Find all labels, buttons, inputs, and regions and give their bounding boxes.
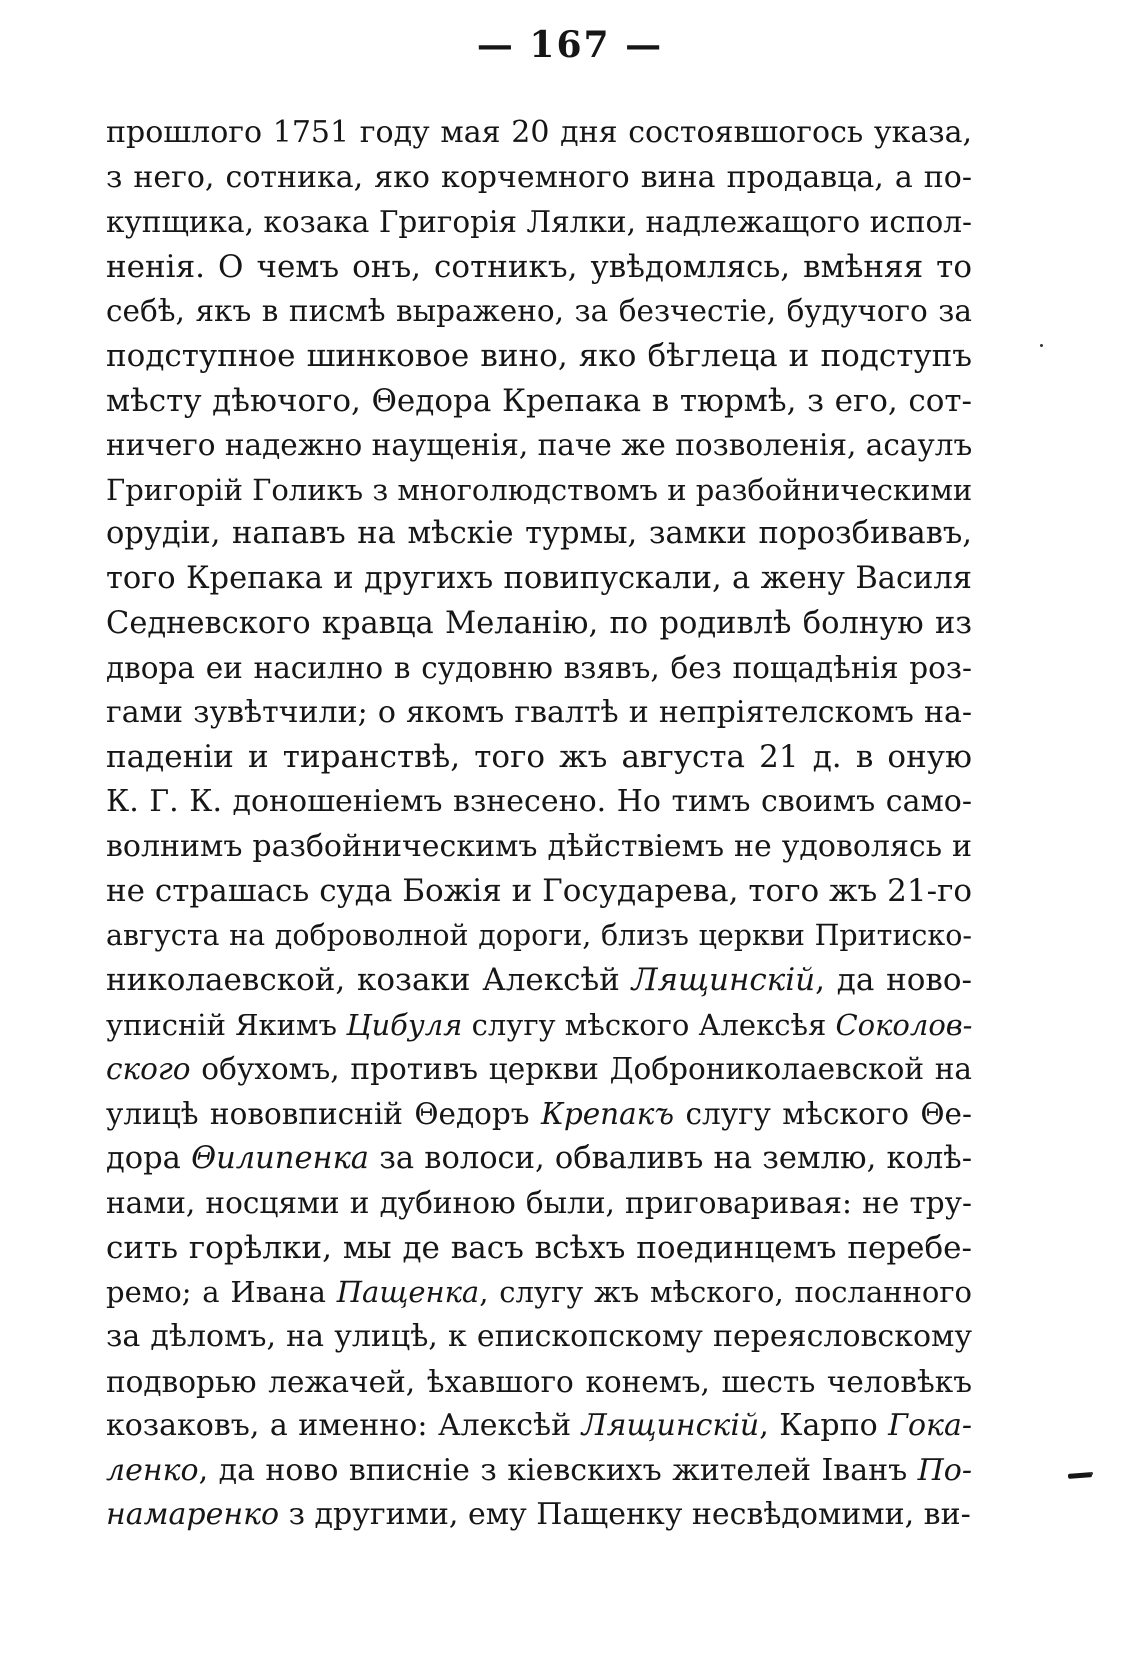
text-line bbox=[106, 1404, 972, 1449]
text-line bbox=[106, 1047, 972, 1092]
text-line bbox=[106, 423, 972, 468]
text-line bbox=[106, 156, 972, 201]
text-segment: подворью лежачей, ѣхавшого конемъ, шесть человѣкъ bbox=[106, 1364, 972, 1399]
text-segment: улицѣ нововписній Θедоръ bbox=[106, 1097, 541, 1132]
italic-name: По- bbox=[917, 1452, 972, 1488]
text-segment: нами, носцями и дубиною были, приговаривая: не тру- bbox=[106, 1186, 972, 1221]
text-segment: себѣ, якъ в писмѣ выражено, за безчестіе, будучого за bbox=[106, 294, 972, 329]
text-segment: за дѣломъ, на улицѣ, к епископскому переясловскому bbox=[106, 1319, 972, 1355]
text-segment: , слугу жъ мѣского, посланного bbox=[479, 1275, 972, 1310]
italic-name: ленко bbox=[106, 1452, 199, 1488]
body-text bbox=[106, 111, 972, 1538]
text-line bbox=[106, 1003, 972, 1048]
text-segment: за волоси, обваливъ на землю, колѣ- bbox=[369, 1140, 972, 1176]
italic-name: ского bbox=[106, 1052, 191, 1087]
text-line bbox=[106, 958, 972, 1003]
text-segment: ремо; а Ивана bbox=[106, 1275, 337, 1310]
text-line bbox=[106, 1092, 972, 1137]
text-segment: з другими, ему Пащенку несвѣдомими, ви- bbox=[279, 1497, 971, 1533]
text-segment: Седневского кравца Меланію, по родивлѣ болную из bbox=[106, 605, 972, 641]
text-line bbox=[106, 512, 972, 557]
text-segment: подступное шинковое вино, яко бѣглеца и подступъ bbox=[106, 337, 972, 374]
text-segment: , Карпо bbox=[759, 1408, 889, 1444]
italic-name: Гока- bbox=[888, 1408, 972, 1444]
text-line bbox=[106, 869, 972, 914]
text-segment: гами зувѣтчили; о якомъ гвалтѣ и непріятелскомъ на- bbox=[106, 694, 972, 730]
paper-speck bbox=[1090, 1472, 1093, 1475]
text-segment: уписній Якимъ bbox=[106, 1007, 347, 1042]
text-segment: з него, сотника, яко корчемного вина продавца, а по- bbox=[106, 159, 972, 195]
text-segment: паденіи и тиранствѣ, того жъ августа 21 д. в оную bbox=[106, 739, 972, 776]
text-segment: ничего надежно наущенія, паче же позволенія, асаулъ bbox=[106, 428, 972, 463]
text-segment: орудіи, напавъ на мѣскіе турмы, замки порозбивавъ, bbox=[106, 516, 972, 552]
italic-name: Крепакъ bbox=[540, 1097, 675, 1132]
text-segment: сить горѣлки, мы де васъ всѣхъ поединцемъ перебе- bbox=[106, 1229, 972, 1266]
text-line bbox=[106, 735, 972, 780]
text-line bbox=[106, 691, 972, 736]
text-segment: двора еи насилно в судовню взявъ, без пощадѣнія роз- bbox=[106, 651, 972, 686]
text-line bbox=[106, 289, 972, 334]
text-line bbox=[106, 825, 972, 870]
italic-name: Лящинскій bbox=[581, 1408, 760, 1444]
text-segment: мѣсту дѣючого, Θедора Крепака в тюрмѣ, з его, сот- bbox=[106, 382, 972, 419]
text-segment: дора bbox=[106, 1140, 192, 1176]
text-segment: августа на доброволной дороги, близъ церкви Притиско- bbox=[106, 918, 972, 952]
text-line bbox=[106, 1226, 972, 1271]
text-segment: волнимъ разбойническимъ дѣйствіемъ не удоволясь и bbox=[106, 828, 972, 864]
text-segment: купщика, козака Григорія Лялки, надлежащого испол- bbox=[106, 205, 972, 240]
italic-name: Лящинскій bbox=[631, 962, 816, 999]
text-segment: козаковъ, а именно: Алексѣй bbox=[106, 1408, 582, 1444]
margin-dash-mark bbox=[1068, 1472, 1092, 1479]
text-segment: николаевской, козаки Алексѣй bbox=[106, 962, 632, 999]
text-line bbox=[106, 780, 972, 825]
text-segment: не страшась суда Божія и Государева, того жъ 21-го bbox=[106, 873, 972, 910]
paper-speck bbox=[1040, 344, 1043, 347]
text-line bbox=[106, 245, 972, 290]
text-segment: прошлого 1751 году мая 20 дня состоявшогось указа, bbox=[106, 115, 972, 150]
text-line bbox=[106, 379, 972, 424]
text-line bbox=[106, 111, 972, 156]
text-line bbox=[106, 1315, 972, 1360]
text-segment: слугу мѣского Алексѣя bbox=[462, 1007, 836, 1042]
text-segment: , да ново- bbox=[815, 962, 972, 999]
text-line bbox=[106, 1449, 972, 1494]
text-segment: слугу мѣского Θе- bbox=[674, 1097, 972, 1132]
text-line bbox=[106, 557, 972, 602]
text-segment: ненія. О чемъ онъ, сотникъ, увѣдомлясь, вмѣняя то bbox=[106, 248, 972, 285]
italic-name: Пащенка bbox=[336, 1275, 480, 1310]
text-segment: , да ново вписніе з кіевскихъ жителей Іванъ bbox=[198, 1452, 918, 1488]
text-segment: обухомъ, противъ церкви Доброниколаевской на bbox=[190, 1052, 972, 1087]
italic-name: Цибуля bbox=[346, 1007, 463, 1042]
italic-name: намаренко bbox=[106, 1497, 280, 1533]
text-line bbox=[106, 334, 972, 379]
text-line bbox=[106, 1181, 972, 1226]
page-number: — 167 — bbox=[476, 24, 664, 66]
text-line bbox=[106, 1360, 972, 1405]
text-line bbox=[106, 1493, 972, 1538]
text-line bbox=[106, 646, 972, 691]
text-line bbox=[106, 200, 972, 245]
text-segment: Григорій Голикъ з многолюдствомъ и разбойническими bbox=[106, 472, 972, 507]
italic-name: Соколов- bbox=[835, 1007, 972, 1042]
text-segment: К. Г. К. доношеніемъ взнесено. Но тимъ своимъ само- bbox=[106, 783, 972, 819]
text-line bbox=[106, 468, 972, 513]
text-line bbox=[106, 1137, 972, 1182]
italic-name: Θилипенка bbox=[191, 1140, 369, 1176]
text-line bbox=[106, 1270, 972, 1315]
text-line bbox=[106, 602, 972, 647]
text-line bbox=[106, 914, 972, 959]
text-segment: того Крепака и другихъ повипускали, а жену Василя bbox=[106, 560, 972, 596]
